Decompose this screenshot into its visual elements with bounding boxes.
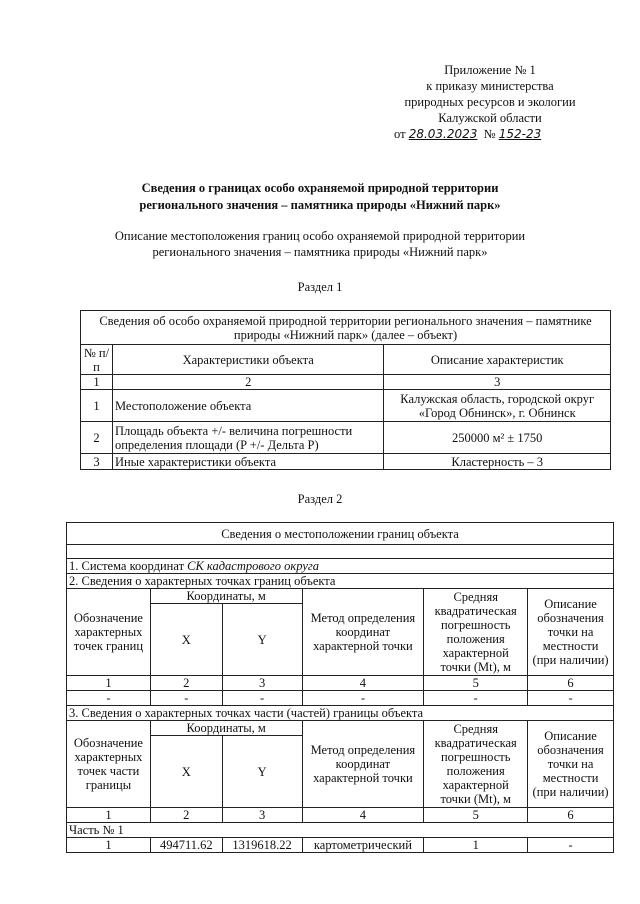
index-cell: 4 xyxy=(302,808,424,823)
index-cell: 4 xyxy=(302,676,424,691)
header-method-part: Метод определения координат характерной точки xyxy=(302,721,424,808)
row-number: 2 xyxy=(81,422,113,454)
dash-cell: - xyxy=(150,691,222,706)
spacer-row xyxy=(67,545,614,559)
header-x: X xyxy=(150,604,222,676)
section-1-table xyxy=(80,310,611,470)
row-characteristic: Местоположение объекта xyxy=(112,390,383,422)
point-number: 1 xyxy=(67,838,151,853)
row-characteristic: Иные характеристики объекта xyxy=(112,454,383,470)
annex-number: 152-23 xyxy=(498,127,542,141)
index-cell: 1 xyxy=(67,676,151,691)
annex-block xyxy=(370,62,610,142)
section-2-table xyxy=(66,522,614,853)
index-cell: 6 xyxy=(528,676,614,691)
point-x: 494711.62 xyxy=(150,838,222,853)
index-cell: 6 xyxy=(528,808,614,823)
section-1-caption: Сведения об особо охраняемой природной территории регионального значения – памятнике природы «Нижний парк» (далее – объект) xyxy=(81,311,611,345)
dash-cell: - xyxy=(424,691,528,706)
section-2-caption: Сведения о местоположении границ объекта xyxy=(67,523,614,545)
annex-line-2: к приказу министерства xyxy=(426,79,554,93)
header-y: Y xyxy=(222,604,302,676)
header-x-part: X xyxy=(150,736,222,808)
header-method: Метод определения координат характерной точки xyxy=(302,589,424,676)
section-1-heading: Раздел 1 xyxy=(297,280,343,294)
col-char-header: Характеристики объекта xyxy=(112,345,383,375)
subtitle-line-1: Описание местоположения границ особо охраняемой природной территории xyxy=(114,229,526,243)
annex-line-3: природных ресурсов и экологии xyxy=(404,95,576,109)
section-2-heading: Раздел 2 xyxy=(297,492,343,506)
header-designation: Обозначение характерных точек границ xyxy=(67,589,151,676)
subtitle-line-2: регионального значения – памятника природы «Нижний парк» xyxy=(152,245,488,259)
index-cell: 3 xyxy=(384,375,611,390)
header-coords-part: Координаты, м xyxy=(150,721,302,736)
col-desc-header: Описание характеристик xyxy=(384,345,611,375)
coord-system-value: СК кадастрового округа xyxy=(187,559,319,573)
title-bold-line-1: Сведения о границах особо охраняемой природной территории xyxy=(141,181,499,195)
row-description: Калужская область, городской округ «Город Обнинск», г. Обнинск xyxy=(384,390,611,422)
part-label: 3. Сведения о характерных точках части (частей) границы объекта xyxy=(67,706,614,721)
points-label: 2. Сведения о характерных точках границ объекта xyxy=(67,574,614,589)
row-description: 250000 м² ± 1750 xyxy=(384,422,611,454)
annex-dateline xyxy=(370,126,610,142)
dash-cell: - xyxy=(528,691,614,706)
annex-from: от xyxy=(394,127,406,141)
title-bold-line-2: регионального значения – памятника природы «Нижний парк» xyxy=(139,198,501,212)
point-method: картометрический xyxy=(302,838,424,853)
coord-system-label: 1. Система координат xyxy=(69,559,188,573)
index-cell: 3 xyxy=(222,676,302,691)
point-y: 1319618.22 xyxy=(222,838,302,853)
document-subtitle xyxy=(0,228,640,260)
header-error-part: Средняя квадратическая погрешность положения характерной точки (Mt), м xyxy=(424,721,528,808)
annex-no: № xyxy=(483,127,496,141)
index-cell: 1 xyxy=(67,808,151,823)
annex-date: 28.03.2023 xyxy=(408,127,478,141)
col-no-header: № п/п xyxy=(81,345,113,375)
row-description: Кластерность – 3 xyxy=(384,454,611,470)
part-name: Часть № 1 xyxy=(67,823,614,838)
row-number: 1 xyxy=(81,390,113,422)
dash-cell: - xyxy=(67,691,151,706)
row-number: 3 xyxy=(81,454,113,470)
point-description: - xyxy=(528,838,614,853)
index-cell: 2 xyxy=(150,676,222,691)
index-cell: 1 xyxy=(81,375,113,390)
header-error: Средняя квадратическая погрешность положения характерной точки (Mt), м xyxy=(424,589,528,676)
header-y-part: Y xyxy=(222,736,302,808)
index-cell: 5 xyxy=(424,676,528,691)
point-mt: 1 xyxy=(424,838,528,853)
annex-line-1: Приложение № 1 xyxy=(444,63,536,77)
header-description-part: Описание обозначения точки на местности (при наличии) xyxy=(528,721,614,808)
annex-line-4: Калужской области xyxy=(438,111,542,125)
header-description: Описание обозначения точки на местности (при наличии) xyxy=(528,589,614,676)
index-cell: 2 xyxy=(150,808,222,823)
dash-cell: - xyxy=(302,691,424,706)
index-cell: 5 xyxy=(424,808,528,823)
dash-cell: - xyxy=(222,691,302,706)
index-cell: 2 xyxy=(112,375,383,390)
header-coords: Координаты, м xyxy=(150,589,302,604)
row-characteristic: Площадь объекта +/- величина погрешности определения площади (P +/- Дельта P) xyxy=(112,422,383,454)
index-cell: 3 xyxy=(222,808,302,823)
document-title xyxy=(0,180,640,214)
coord-system-row xyxy=(67,559,614,574)
header-designation-part: Обозначение характерных точек части границы xyxy=(67,721,151,808)
